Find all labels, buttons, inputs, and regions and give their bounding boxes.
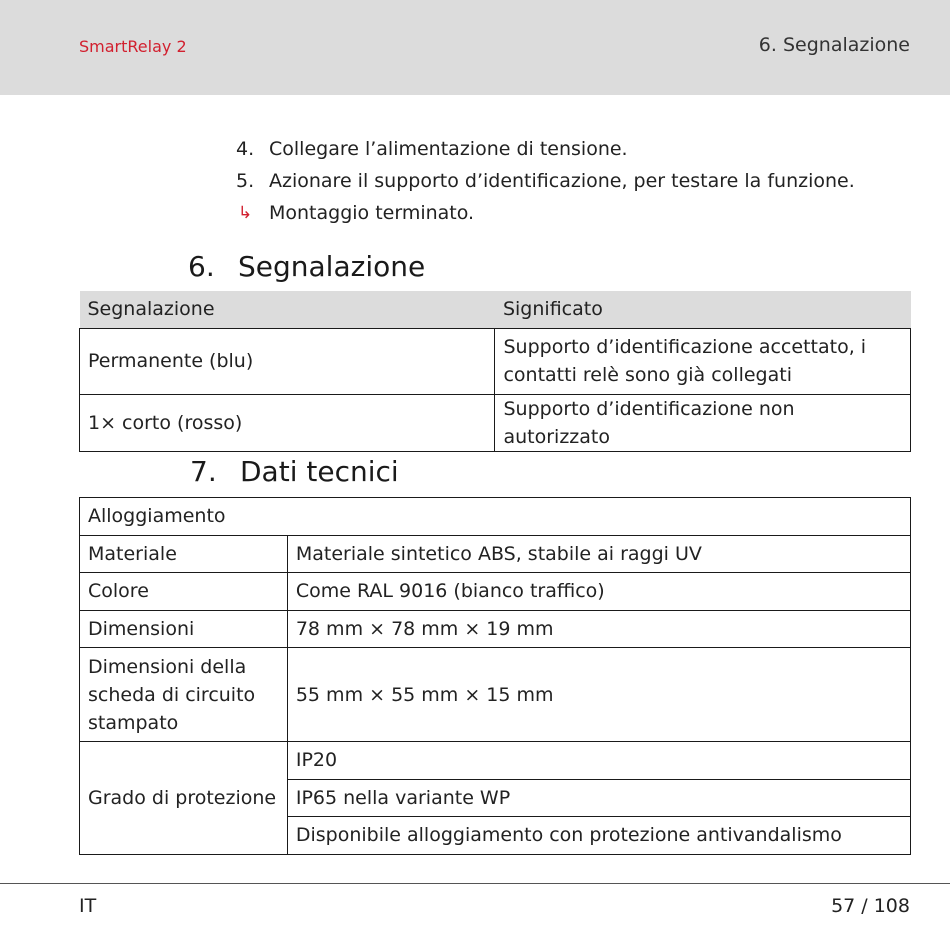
footer-page-number: 57 / 108: [831, 895, 910, 917]
table-cell: Materiale sintetico ABS, stabile ai raggi UV: [287, 535, 910, 573]
step-item: [236, 136, 855, 168]
table-cell: Disponibile alloggiamento con protezione antivandalismo: [287, 817, 910, 855]
section-heading-segnalazione: [188, 250, 426, 283]
section-heading-dati-tecnici: [190, 455, 399, 488]
footer-language: IT: [79, 895, 97, 917]
table-cell: 78 mm × 78 mm × 19 mm: [287, 610, 910, 648]
table-row: [80, 610, 911, 648]
signal-table: [79, 291, 911, 452]
step-result: [236, 200, 855, 232]
technical-data-table: [79, 497, 911, 855]
step-text: Azionare il supporto d’identificazione, per testare la funzione.: [269, 170, 855, 192]
page-header: [0, 0, 950, 95]
table-cell: Dimensioni della scheda di circuito stampato: [80, 648, 288, 742]
table-cell: Permanente (blu): [80, 328, 495, 394]
table-header-cell: Segnalazione: [80, 291, 495, 328]
section-title: Dati tecnici: [240, 455, 399, 488]
header-section-title: 6. Segnalazione: [758, 34, 910, 56]
step-number: 5.: [236, 170, 255, 192]
table-cell: Colore: [80, 573, 288, 611]
table-cell: 55 mm × 55 mm × 15 mm: [287, 648, 910, 742]
brand-name: SmartRelay 2: [79, 37, 187, 56]
table-row: [80, 648, 911, 742]
section-number: 7.: [190, 455, 217, 488]
table-cell: Materiale: [80, 535, 288, 573]
step-number: 4.: [236, 138, 255, 160]
section-number: 6.: [188, 250, 215, 283]
footer-divider: [0, 883, 950, 884]
table-cell: Come RAL 9016 (bianco traffico): [287, 573, 910, 611]
table-cell: IP20: [287, 742, 910, 780]
step-text: Collegare l’alimentazione di tensione.: [269, 138, 628, 160]
table-cell-protection-label: Grado di protezione: [80, 742, 288, 855]
table-cell: Supporto d’identificazione accettato, i contatti relè sono già collegati: [495, 328, 911, 394]
table-cell: Supporto d’identificazione non autorizzato: [495, 394, 911, 451]
table-cell: 1× corto (rosso): [80, 394, 495, 451]
table-cell: IP65 nella variante WP: [287, 779, 910, 817]
table-row: [80, 742, 911, 780]
table-row: [80, 573, 911, 611]
table-group-row: [80, 498, 911, 536]
table-row: [80, 535, 911, 573]
result-arrow-icon: ↳: [238, 203, 253, 223]
step-item: [236, 168, 855, 200]
table-header-cell: Significato: [495, 291, 911, 328]
step-result-text: Montaggio terminato.: [269, 202, 475, 224]
table-cell: Dimensioni: [80, 610, 288, 648]
table-row: [80, 394, 911, 451]
table-header-row: [80, 291, 911, 328]
table-row: [80, 328, 911, 394]
instruction-steps: [236, 136, 855, 232]
table-group-cell: Alloggiamento: [80, 498, 911, 536]
section-title: Segnalazione: [238, 250, 426, 283]
